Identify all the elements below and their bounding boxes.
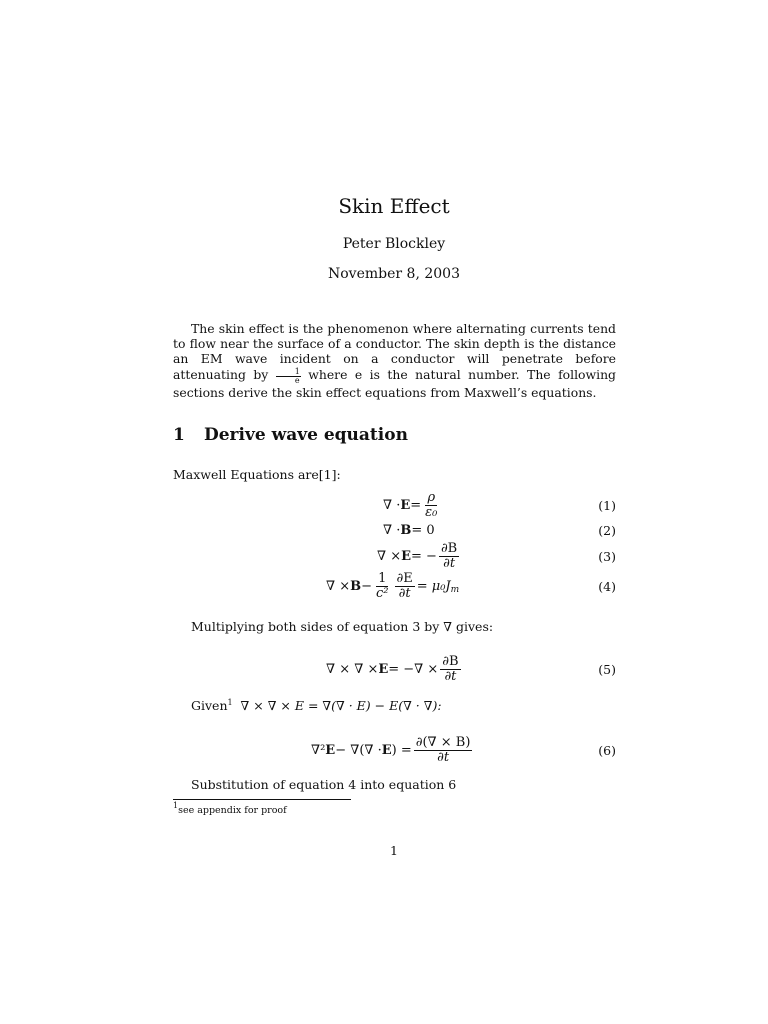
eq6-equals: ) = — [391, 742, 412, 758]
eq5-fraction — [440, 655, 460, 684]
equation-5 — [173, 652, 616, 686]
equation-3-label: (3) — [598, 548, 616, 564]
eq6-lhs: ∇² — [311, 742, 326, 758]
footnote-mark: 1 — [173, 801, 179, 810]
eq4-numerator-2: ∂E — [396, 570, 413, 586]
eq3-vector: E — [401, 548, 412, 564]
abstract-paragraph — [173, 321, 616, 400]
footnote-reference: 1 — [227, 698, 233, 707]
abstract-text-before: The skin effect is the phenomenon where alternating currents tend to flow near the surface of a conductor. The skin depth is the distance an EM wave incident on a conductor will penetrate before attenuating by — [173, 321, 616, 382]
eq6-denominator: ∂t — [437, 749, 450, 765]
eq3-fraction — [439, 542, 459, 571]
paper-title: Skin Effect — [338, 194, 450, 218]
eq4-fraction-2 — [395, 572, 415, 601]
eq4-minus: − — [361, 578, 373, 594]
eq1-lhs: ∇ · — [383, 497, 401, 513]
equation-5-label: (5) — [598, 661, 616, 677]
eq4-denominator-1: c² — [376, 585, 389, 601]
equation-3 — [173, 539, 616, 573]
multiply-paragraph: Multiplying both sides of equation 3 by ∇ gives: — [191, 619, 494, 634]
page-number: 1 — [390, 843, 398, 858]
equation-5-body — [326, 652, 463, 686]
eq5-equals: = −∇ × — [388, 661, 439, 677]
maxwell-intro: Maxwell Equations are[1]: — [173, 467, 341, 482]
equation-6-label: (6) — [598, 742, 616, 758]
inline-fraction-denominator: e — [294, 375, 300, 385]
equation-3-body — [377, 539, 461, 573]
footnote — [173, 801, 287, 816]
eq6-vector: E — [325, 742, 336, 758]
eq4-lhs: ∇ × — [326, 578, 351, 594]
section-number: 1 — [173, 425, 185, 445]
eq5-vector: E — [378, 661, 389, 677]
eq2-lhs: ∇ · — [383, 522, 401, 538]
eq6-fraction — [414, 736, 473, 765]
section-title: Derive wave equation — [204, 425, 408, 445]
given-word: Given — [191, 698, 228, 713]
eq1-equals: = — [410, 497, 422, 513]
eq1-denominator: ε₀ — [425, 504, 438, 520]
abstract-text-after: where e is the natural number. The following sections derive the skin effect equations from Maxwell’s equations. — [173, 366, 616, 400]
inline-fraction — [276, 368, 301, 385]
equation-4-label: (4) — [598, 578, 616, 594]
given-expression: ∇ × ∇ × E = ∇(∇ · E) − E(∇ · ∇): — [240, 698, 442, 713]
equation-4 — [173, 569, 616, 603]
eq1-vector: E — [400, 497, 411, 513]
eq4-numerator-1: 1 — [378, 570, 387, 586]
equation-4-body — [326, 569, 459, 603]
paper-author: Peter Blockley — [342, 236, 446, 252]
equation-1-label: (1) — [598, 497, 616, 513]
eq5-lhs: ∇ × ∇ × — [326, 661, 379, 677]
eq4-vector: B — [350, 578, 362, 594]
eq6-vector-2: E — [381, 742, 392, 758]
section-heading — [173, 425, 408, 445]
eq3-denominator: ∂t — [443, 555, 456, 571]
eq6-numerator: ∂(∇ × B) — [415, 734, 471, 750]
inline-fraction-numerator: 1 — [276, 368, 301, 377]
equation-6-body — [311, 733, 474, 767]
eq2-rhs: = 0 — [411, 522, 435, 538]
eq4-rhs: = μ₀J — [416, 578, 451, 594]
eq4-subscript: m — [450, 585, 460, 595]
eq3-lhs: ∇ × — [377, 548, 402, 564]
equation-6 — [173, 733, 616, 767]
eq3-equals: = − — [411, 548, 437, 564]
footnote-text: see appendix for proof — [178, 805, 287, 816]
equation-2-label: (2) — [598, 522, 616, 538]
footnote-rule — [173, 799, 351, 800]
eq1-numerator: ρ — [427, 489, 436, 505]
given-paragraph — [191, 698, 442, 713]
eq5-denominator: ∂t — [444, 668, 457, 684]
eq4-fraction-1 — [374, 572, 391, 601]
eq5-numerator: ∂B — [442, 653, 459, 669]
paper-date: November 8, 2003 — [328, 266, 460, 282]
eq4-denominator-2: ∂t — [398, 585, 411, 601]
eq3-numerator: ∂B — [440, 540, 458, 556]
eq2-vector: B — [400, 522, 412, 538]
eq6-middle: − ∇(∇ · — [335, 742, 382, 758]
substitution-paragraph: Substitution of equation 4 into equation 6 — [191, 777, 457, 792]
